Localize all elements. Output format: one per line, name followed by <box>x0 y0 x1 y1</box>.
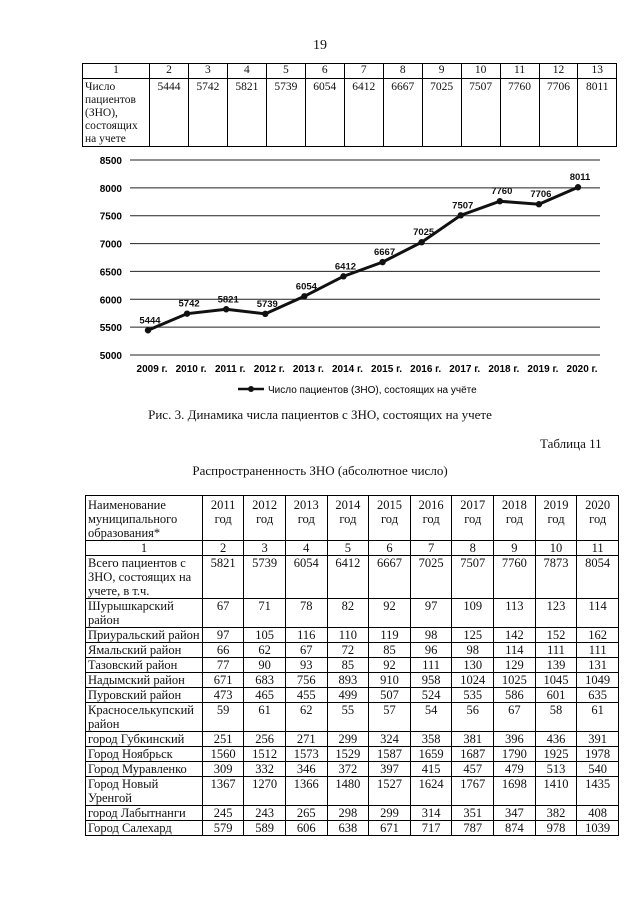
municipality-name: Шурышкарский район <box>86 599 203 628</box>
table-title: Распространенность ЗНО (абсолютное число) <box>192 463 448 478</box>
index-cell: 3 <box>244 541 286 556</box>
table-row <box>86 732 619 747</box>
value-cell: 111 <box>535 643 577 658</box>
value-cell: 98 <box>452 643 494 658</box>
y-tick-label: 5000 <box>99 351 122 362</box>
data-label: 7760 <box>491 186 513 198</box>
value-cell: 1366 <box>285 777 327 806</box>
table-row <box>86 777 619 806</box>
value-cell: 579 <box>203 821 244 836</box>
table-row <box>86 688 619 703</box>
value-cell: 105 <box>244 628 286 643</box>
table-row <box>86 599 619 628</box>
value-cell: 67 <box>494 703 536 732</box>
data-point <box>575 184 581 190</box>
value-cell: 1659 <box>410 747 452 762</box>
x-tick-label: 2018 г. <box>488 364 520 375</box>
value-cell: 7706 <box>539 79 578 147</box>
municipality-name: Приуральский район <box>86 628 203 643</box>
data-point <box>262 311 268 317</box>
value-cell: 391 <box>577 732 619 747</box>
index-cell: 7 <box>410 541 452 556</box>
value-cell: 382 <box>535 806 577 821</box>
table-row <box>86 556 619 599</box>
index-cell: 9 <box>494 541 536 556</box>
header-cell: 12 <box>539 64 578 79</box>
x-tick-label: 2014 г. <box>331 364 363 375</box>
y-tick-label: 6000 <box>99 295 122 307</box>
index-cell: 5 <box>327 541 369 556</box>
header-cell: 2 <box>150 64 189 79</box>
value-cell: 54 <box>410 703 452 732</box>
value-cell: 251 <box>203 732 244 747</box>
data-label: 6054 <box>295 281 317 293</box>
value-cell: 139 <box>535 658 577 673</box>
header-cell: 9 <box>422 64 461 79</box>
index-cell: 6 <box>369 541 411 556</box>
value-cell: 1527 <box>369 777 411 806</box>
value-cell: 5444 <box>150 79 189 147</box>
value-cell: 6412 <box>344 79 383 147</box>
municipality-name: Ямальский район <box>86 643 203 658</box>
patients-count-table <box>82 63 617 147</box>
x-tick-label: 2020 г. <box>566 364 598 375</box>
value-cell: 114 <box>494 643 536 658</box>
value-cell: 78 <box>285 599 327 628</box>
data-label: 7706 <box>530 189 552 201</box>
value-cell: 910 <box>369 673 411 688</box>
value-cell: 671 <box>203 673 244 688</box>
legend-label: Число пациентов (ЗНО), состоящих на учёте <box>268 385 477 395</box>
value-cell: 346 <box>285 762 327 777</box>
value-cell: 7873 <box>535 556 577 599</box>
index-row <box>86 541 619 556</box>
index-cell: 8 <box>452 541 494 556</box>
value-cell: 123 <box>535 599 577 628</box>
value-cell: 1698 <box>494 777 536 806</box>
value-cell: 507 <box>369 688 411 703</box>
header-cell: 11 <box>500 64 539 79</box>
data-point <box>184 310 190 316</box>
municipality-name: Красноселькупский район <box>86 703 203 732</box>
municipality-name: Тазовский район <box>86 658 203 673</box>
value-cell: 524 <box>410 688 452 703</box>
value-cell: 787 <box>452 821 494 836</box>
municipality-name: Надымский район <box>86 673 203 688</box>
x-tick-label: 2013 г. <box>292 364 324 375</box>
figure-caption: Рис. 3. Динамика числа пациентов с ЗНО, состоящих на учете <box>148 407 492 422</box>
value-cell: 7025 <box>422 79 461 147</box>
value-cell: 436 <box>535 732 577 747</box>
value-cell: 245 <box>203 806 244 821</box>
value-cell: 358 <box>410 732 452 747</box>
value-cell: 606 <box>285 821 327 836</box>
value-cell: 958 <box>410 673 452 688</box>
value-cell: 1529 <box>327 747 369 762</box>
municipality-name: Город Новый Уренгой <box>86 777 203 806</box>
row-label: Число пациентов (ЗНО), состоящих на учете <box>83 79 150 147</box>
value-cell: 98 <box>410 628 452 643</box>
value-cell: 978 <box>535 821 577 836</box>
value-cell: 1435 <box>577 777 619 806</box>
value-cell: 638 <box>327 821 369 836</box>
value-cell: 586 <box>494 688 536 703</box>
header-cell: 2014 год <box>327 496 369 541</box>
value-cell: 92 <box>369 658 411 673</box>
table-label: Таблица 11 <box>540 436 602 451</box>
value-cell: 62 <box>244 643 286 658</box>
value-cell: 6054 <box>305 79 344 147</box>
value-cell: 125 <box>452 628 494 643</box>
chart-legend <box>238 385 477 395</box>
value-cell: 589 <box>244 821 286 836</box>
value-cell: 1024 <box>452 673 494 688</box>
value-cell: 397 <box>369 762 411 777</box>
value-cell: 7025 <box>410 556 452 599</box>
header-cell: 2011 год <box>203 496 244 541</box>
value-cell: 479 <box>494 762 536 777</box>
value-cell: 1624 <box>410 777 452 806</box>
header-cell: 8 <box>383 64 422 79</box>
value-cell: 82 <box>327 599 369 628</box>
index-cell: 10 <box>535 541 577 556</box>
data-point <box>145 327 151 333</box>
x-tick-label: 2016 г. <box>410 364 442 375</box>
value-cell: 1687 <box>452 747 494 762</box>
data-label: 5742 <box>178 298 200 310</box>
header-cell: 1 <box>83 64 150 79</box>
header-cell: 2016 год <box>410 496 452 541</box>
value-cell: 131 <box>577 658 619 673</box>
value-cell: 1480 <box>327 777 369 806</box>
data-point <box>536 201 542 207</box>
value-cell: 92 <box>369 599 411 628</box>
value-cell: 97 <box>410 599 452 628</box>
y-tick-label: 7500 <box>99 211 122 223</box>
data-label: 5821 <box>217 294 239 306</box>
value-cell: 1367 <box>203 777 244 806</box>
data-label: 6412 <box>334 261 357 273</box>
x-axis <box>137 364 598 375</box>
municipality-name: Город Салехард <box>86 821 203 836</box>
data-labels <box>139 172 591 326</box>
value-cell: 635 <box>577 688 619 703</box>
value-cell: 59 <box>203 703 244 732</box>
header-cell: 2019 год <box>535 496 577 541</box>
value-cell: 5739 <box>244 556 286 599</box>
value-cell: 8011 <box>578 79 617 147</box>
value-cell: 298 <box>327 806 369 821</box>
value-cell: 314 <box>410 806 452 821</box>
table-row <box>86 821 619 836</box>
table-header-row <box>83 64 617 79</box>
value-cell: 601 <box>535 688 577 703</box>
header-cell: 6 <box>305 64 344 79</box>
prevalence-table <box>85 495 619 836</box>
municipality-name: город Лабытнанги <box>86 806 203 821</box>
value-cell: 265 <box>285 806 327 821</box>
value-cell: 5739 <box>266 79 305 147</box>
value-cell: 683 <box>244 673 286 688</box>
value-cell: 116 <box>285 628 327 643</box>
table-row <box>86 762 619 777</box>
value-cell: 67 <box>203 599 244 628</box>
y-tick-label: 8500 <box>99 156 122 167</box>
x-tick-label: 2015 г. <box>371 364 403 375</box>
index-cell: 4 <box>285 541 327 556</box>
value-cell: 1790 <box>494 747 536 762</box>
table-row <box>86 703 619 732</box>
value-cell: 243 <box>244 806 286 821</box>
municipality-name: Пуровский район <box>86 688 203 703</box>
index-cell: 11 <box>577 541 619 556</box>
data-point <box>458 212 464 218</box>
value-cell: 62 <box>285 703 327 732</box>
data-point <box>301 293 307 299</box>
value-cell: 6667 <box>383 79 422 147</box>
value-cell: 455 <box>285 688 327 703</box>
table-row <box>86 628 619 643</box>
x-tick-label: 2019 г. <box>527 364 559 375</box>
table-row <box>86 673 619 688</box>
value-cell: 67 <box>285 643 327 658</box>
index-cell: 1 <box>86 541 203 556</box>
value-cell: 1410 <box>535 777 577 806</box>
value-cell: 93 <box>285 658 327 673</box>
header-cell: 3 <box>188 64 227 79</box>
value-cell: 162 <box>577 628 619 643</box>
value-cell: 71 <box>244 599 286 628</box>
value-cell: 129 <box>494 658 536 673</box>
value-cell: 415 <box>410 762 452 777</box>
table-row <box>86 643 619 658</box>
value-cell: 61 <box>244 703 286 732</box>
value-cell: 540 <box>577 762 619 777</box>
value-cell: 1270 <box>244 777 286 806</box>
value-cell: 874 <box>494 821 536 836</box>
value-cell: 513 <box>535 762 577 777</box>
data-point <box>418 239 424 245</box>
value-cell: 1039 <box>577 821 619 836</box>
value-cell: 8054 <box>577 556 619 599</box>
x-tick-label: 2009 г. <box>136 364 168 375</box>
series-line <box>148 187 578 330</box>
value-cell: 6412 <box>327 556 369 599</box>
patients-line-chart <box>70 150 610 395</box>
y-tick-label: 8000 <box>99 183 122 195</box>
value-cell: 114 <box>577 599 619 628</box>
value-cell: 6054 <box>285 556 327 599</box>
data-label: 7025 <box>413 227 435 239</box>
value-cell: 7760 <box>500 79 539 147</box>
x-tick-label: 2017 г. <box>449 364 481 375</box>
value-cell: 408 <box>577 806 619 821</box>
y-axis <box>100 156 123 362</box>
value-cell: 55 <box>327 703 369 732</box>
data-label: 5739 <box>256 298 278 310</box>
header-cell: 10 <box>461 64 500 79</box>
x-tick-label: 2011 г. <box>214 364 246 375</box>
value-cell: 396 <box>494 732 536 747</box>
value-cell: 142 <box>494 628 536 643</box>
header-cell: 2012 год <box>244 496 286 541</box>
value-cell: 1925 <box>535 747 577 762</box>
value-cell: 717 <box>410 821 452 836</box>
data-label: 8011 <box>569 172 591 184</box>
value-cell: 119 <box>369 628 411 643</box>
data-label: 6667 <box>373 247 396 259</box>
y-tick-label: 7000 <box>99 239 122 251</box>
municipality-name: город Губкинский <box>86 732 203 747</box>
value-cell: 381 <box>452 732 494 747</box>
value-cell: 111 <box>410 658 452 673</box>
value-cell: 1587 <box>369 747 411 762</box>
value-cell: 66 <box>203 643 244 658</box>
value-cell: 152 <box>535 628 577 643</box>
value-cell: 309 <box>203 762 244 777</box>
value-cell: 893 <box>327 673 369 688</box>
value-cell: 1560 <box>203 747 244 762</box>
value-cell: 7507 <box>461 79 500 147</box>
value-cell: 5821 <box>227 79 266 147</box>
table-row <box>83 79 617 147</box>
value-cell: 671 <box>369 821 411 836</box>
header-cell: 7 <box>344 64 383 79</box>
header-cell: 2015 год <box>369 496 411 541</box>
value-cell: 1767 <box>452 777 494 806</box>
value-cell: 109 <box>452 599 494 628</box>
header-cell: Наименование муниципального образования* <box>86 496 203 541</box>
table-row <box>86 658 619 673</box>
header-cell: 2020 год <box>577 496 619 541</box>
value-cell: 1978 <box>577 747 619 762</box>
value-cell: 756 <box>285 673 327 688</box>
value-cell: 130 <box>452 658 494 673</box>
value-cell: 7507 <box>452 556 494 599</box>
header-cell: 2018 год <box>494 496 536 541</box>
value-cell: 85 <box>369 643 411 658</box>
value-cell: 57 <box>369 703 411 732</box>
header-cell: 5 <box>266 64 305 79</box>
index-cell: 2 <box>203 541 244 556</box>
data-point <box>223 306 229 312</box>
value-cell: 72 <box>327 643 369 658</box>
value-cell: 6667 <box>369 556 411 599</box>
y-tick-label: 6500 <box>99 267 122 279</box>
municipality-name: Город Ноябрьск <box>86 747 203 762</box>
x-tick-label: 2010 г. <box>175 364 207 375</box>
value-cell: 256 <box>244 732 286 747</box>
value-cell: 1512 <box>244 747 286 762</box>
x-tick-label: 2012 г. <box>253 364 285 375</box>
value-cell: 58 <box>535 703 577 732</box>
value-cell: 5821 <box>203 556 244 599</box>
value-cell: 85 <box>327 658 369 673</box>
value-cell: 56 <box>452 703 494 732</box>
page-number: 19 <box>313 38 327 53</box>
header-cell: 4 <box>227 64 266 79</box>
data-point <box>497 198 503 204</box>
value-cell: 90 <box>244 658 286 673</box>
value-cell: 499 <box>327 688 369 703</box>
value-cell: 324 <box>369 732 411 747</box>
header-cell: 2013 год <box>285 496 327 541</box>
value-cell: 1049 <box>577 673 619 688</box>
value-cell: 77 <box>203 658 244 673</box>
value-cell: 332 <box>244 762 286 777</box>
value-cell: 535 <box>452 688 494 703</box>
value-cell: 113 <box>494 599 536 628</box>
value-cell: 97 <box>203 628 244 643</box>
value-cell: 1573 <box>285 747 327 762</box>
header-cell: 13 <box>578 64 617 79</box>
data-point <box>340 273 346 279</box>
value-cell: 7760 <box>494 556 536 599</box>
value-cell: 111 <box>577 643 619 658</box>
table-row <box>86 806 619 821</box>
value-cell: 1025 <box>494 673 536 688</box>
value-cell: 465 <box>244 688 286 703</box>
municipality-name: Город Муравленко <box>86 762 203 777</box>
table-header-row <box>86 496 619 541</box>
data-point <box>379 259 385 265</box>
value-cell: 473 <box>203 688 244 703</box>
value-cell: 347 <box>494 806 536 821</box>
value-cell: 61 <box>577 703 619 732</box>
value-cell: 271 <box>285 732 327 747</box>
data-label: 7507 <box>452 200 474 212</box>
value-cell: 351 <box>452 806 494 821</box>
value-cell: 110 <box>327 628 369 643</box>
header-cell: 2017 год <box>452 496 494 541</box>
value-cell: 1045 <box>535 673 577 688</box>
y-tick-label: 5500 <box>99 323 122 335</box>
legend-marker <box>248 386 254 392</box>
value-cell: 96 <box>410 643 452 658</box>
table-row <box>86 747 619 762</box>
value-cell: 457 <box>452 762 494 777</box>
value-cell: 5742 <box>188 79 227 147</box>
municipality-name: Всего пациентов с ЗНО, состоящих на учете, в т.ч. <box>86 556 203 599</box>
value-cell: 372 <box>327 762 369 777</box>
data-label: 5444 <box>139 315 161 327</box>
value-cell: 299 <box>327 732 369 747</box>
value-cell: 299 <box>369 806 411 821</box>
